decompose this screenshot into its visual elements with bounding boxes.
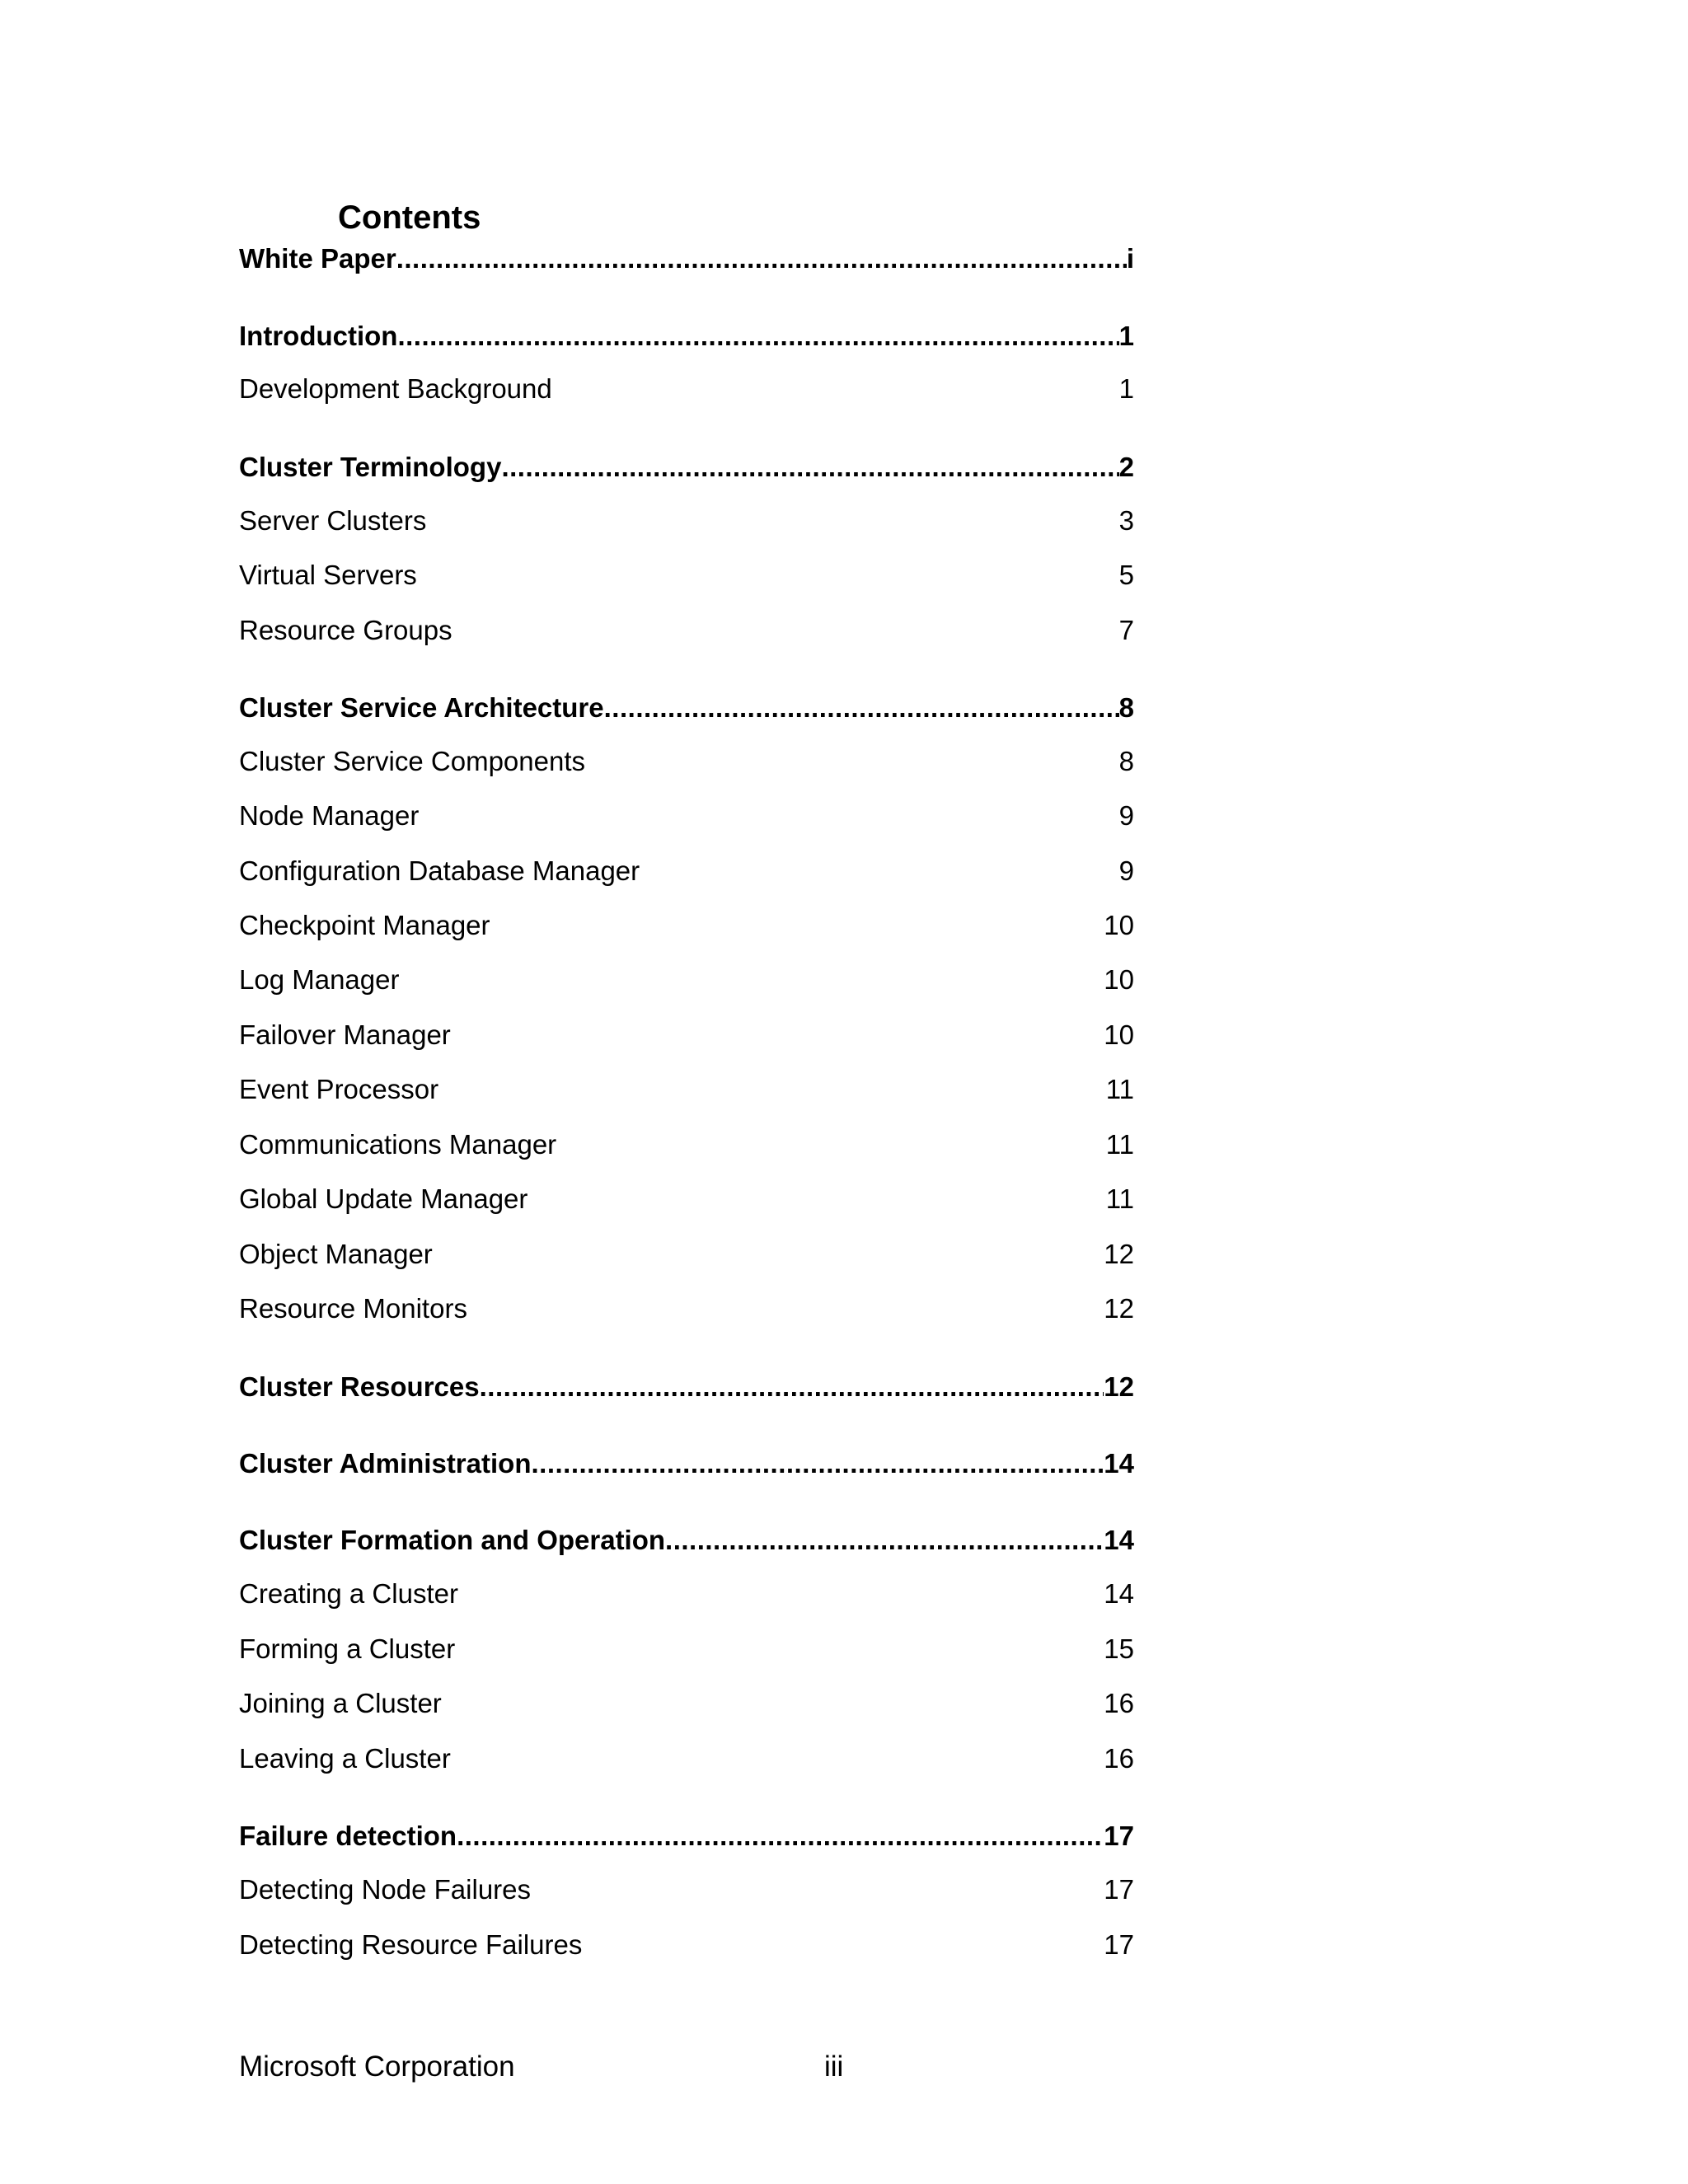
toc-entry-page: 10 xyxy=(1104,964,1134,995)
dot-leader xyxy=(457,1818,1104,1854)
toc-entry[interactable] xyxy=(239,318,1134,354)
toc-entry[interactable] xyxy=(239,1522,1134,1558)
table-of-contents xyxy=(239,0,1134,2019)
toc-entry-label: Cluster Service Components xyxy=(239,746,586,776)
toc-entry[interactable] xyxy=(239,1927,1134,1963)
dot-leader xyxy=(396,241,1127,277)
toc-entry-page: 14 xyxy=(1104,1448,1134,1479)
toc-entry-label: Failure detection xyxy=(239,1821,457,1851)
toc-entry-page: 3 xyxy=(1118,505,1134,536)
toc-entry[interactable] xyxy=(239,1685,1134,1722)
toc-entry[interactable] xyxy=(239,241,1134,277)
toc-entry-page: 11 xyxy=(1105,1183,1134,1214)
toc-entry-label: Introduction xyxy=(239,321,398,351)
toc-entry-page: i xyxy=(1126,243,1134,274)
toc-entry[interactable] xyxy=(239,1017,1134,1053)
dot-leader xyxy=(397,318,1118,354)
toc-entry[interactable] xyxy=(239,743,1134,780)
contents-heading: Contents xyxy=(338,199,481,236)
toc-entry-label: Development Background xyxy=(239,373,552,404)
toc-entry-page: 12 xyxy=(1104,1371,1134,1402)
toc-entry-page: 9 xyxy=(1118,800,1134,831)
toc-entry[interactable] xyxy=(239,1818,1134,1854)
toc-entry-label: White Paper xyxy=(239,243,396,274)
toc-entry-label: Virtual Servers xyxy=(239,560,417,590)
toc-entry-label: Joining a Cluster xyxy=(239,1688,442,1718)
toc-entry[interactable] xyxy=(239,1741,1134,1777)
toc-entry-page: 10 xyxy=(1104,1019,1134,1050)
toc-entry-label: Resource Groups xyxy=(239,615,452,645)
toc-entry[interactable] xyxy=(239,690,1134,726)
toc-entry-label: Communications Manager xyxy=(239,1129,557,1160)
toc-entry-page: 7 xyxy=(1118,615,1134,645)
toc-entry-label: Leaving a Cluster xyxy=(239,1743,451,1774)
toc-entry-label: Detecting Node Failures xyxy=(239,1874,532,1905)
toc-entry[interactable] xyxy=(239,612,1134,649)
toc-entry-page: 17 xyxy=(1104,1929,1134,1960)
dot-leader xyxy=(480,1369,1104,1405)
toc-entry-page: 17 xyxy=(1104,1874,1134,1905)
toc-entry-page: 12 xyxy=(1104,1293,1134,1324)
toc-entry[interactable] xyxy=(239,1576,1134,1612)
dot-leader xyxy=(531,1446,1104,1482)
toc-entry[interactable] xyxy=(239,907,1134,944)
toc-entry-label: Event Processor xyxy=(239,1074,439,1104)
dot-leader xyxy=(501,449,1118,485)
toc-entry[interactable] xyxy=(239,798,1134,834)
toc-entry[interactable] xyxy=(239,1127,1134,1163)
dot-leader xyxy=(665,1522,1104,1558)
toc-entry-label: Cluster Service Architecture xyxy=(239,692,604,723)
footer-company-name: Microsoft Corporation xyxy=(239,2050,515,2083)
toc-entry-page: 2 xyxy=(1118,452,1134,482)
toc-entry-page: 17 xyxy=(1104,1821,1134,1851)
toc-entry-page: 14 xyxy=(1104,1578,1134,1609)
toc-entry[interactable] xyxy=(239,503,1134,539)
toc-entry[interactable] xyxy=(239,853,1134,889)
toc-entry[interactable] xyxy=(239,1291,1134,1327)
toc-entry-page: 1 xyxy=(1118,321,1134,351)
toc-entry-page: 12 xyxy=(1104,1239,1134,1269)
toc-entry-page: 1 xyxy=(1118,373,1134,404)
toc-entry-label: Detecting Resource Failures xyxy=(239,1929,583,1960)
toc-entry-page: 11 xyxy=(1105,1074,1134,1104)
dot-leader xyxy=(604,690,1119,726)
toc-entry[interactable] xyxy=(239,1236,1134,1272)
toc-entry[interactable] xyxy=(239,1446,1134,1482)
toc-entry-label: Configuration Database Manager xyxy=(239,855,640,886)
toc-entry-label: Creating a Cluster xyxy=(239,1578,458,1609)
toc-entry-label: Failover Manager xyxy=(239,1019,451,1050)
toc-entry[interactable] xyxy=(239,1369,1134,1405)
toc-entry-page: 10 xyxy=(1104,910,1134,940)
footer-page-number: iii xyxy=(824,2050,844,2083)
toc-entry[interactable] xyxy=(239,1631,1134,1667)
toc-entry-page: 11 xyxy=(1105,1129,1134,1160)
toc-entry[interactable] xyxy=(239,449,1134,485)
toc-entry-page: 14 xyxy=(1104,1525,1134,1555)
toc-entry[interactable] xyxy=(239,1071,1134,1108)
toc-entry[interactable] xyxy=(239,962,1134,998)
toc-entry-page: 16 xyxy=(1104,1688,1134,1718)
toc-entry-label: Cluster Formation and Operation xyxy=(239,1525,666,1555)
toc-entry-page: 15 xyxy=(1104,1633,1134,1664)
toc-entry-page: 8 xyxy=(1118,692,1134,723)
toc-entry-label: Global Update Manager xyxy=(239,1183,528,1214)
toc-entry-label: Log Manager xyxy=(239,964,400,995)
toc-entry[interactable] xyxy=(239,557,1134,593)
toc-entry-label: Object Manager xyxy=(239,1239,433,1269)
toc-entry-label: Cluster Terminology xyxy=(239,452,502,482)
toc-entry-page: 5 xyxy=(1118,560,1134,590)
toc-entry-label: Cluster Resources xyxy=(239,1371,480,1402)
toc-entry-label: Resource Monitors xyxy=(239,1293,467,1324)
toc-entry-page: 9 xyxy=(1118,855,1134,886)
toc-entry-label: Checkpoint Manager xyxy=(239,910,490,940)
toc-entry-label: Forming a Cluster xyxy=(239,1633,456,1664)
toc-entry-label: Node Manager xyxy=(239,800,420,831)
toc-entry-page: 8 xyxy=(1118,746,1134,776)
toc-entry-label: Server Clusters xyxy=(239,505,427,536)
toc-entry[interactable] xyxy=(239,1872,1134,1908)
toc-entry[interactable] xyxy=(239,371,1134,407)
toc-entry[interactable] xyxy=(239,1181,1134,1217)
toc-entry-label: Cluster Administration xyxy=(239,1448,532,1479)
toc-entry-page: 16 xyxy=(1104,1743,1134,1774)
